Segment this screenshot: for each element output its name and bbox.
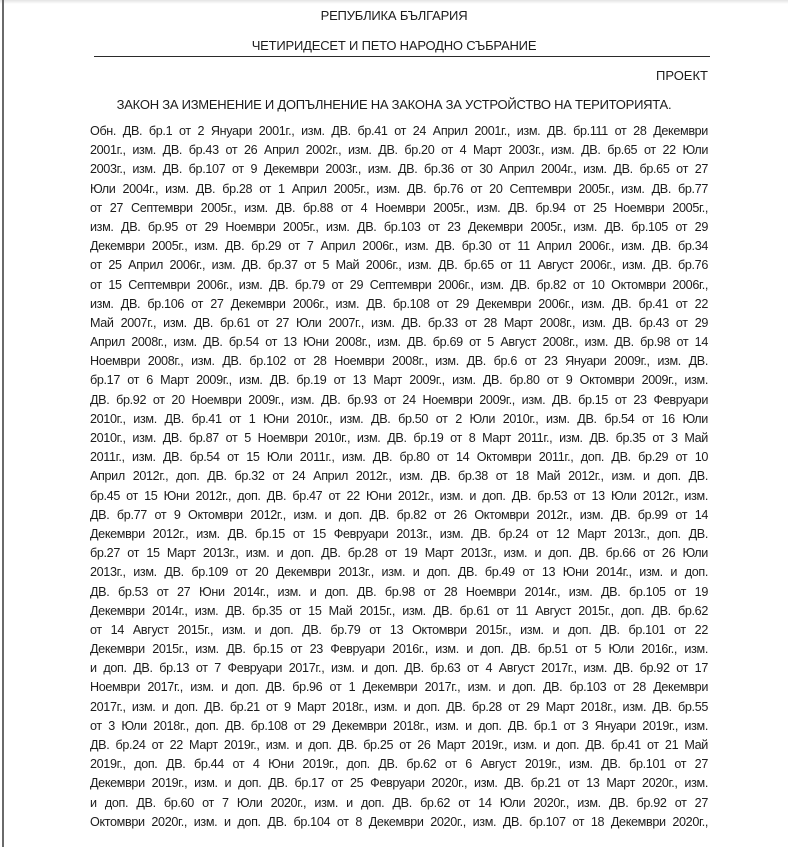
text-line: 2013г., изм. ДВ. бр.109 от 20 Декември 2013г., изм. и доп. ДВ. бр.49 от 13 Юни 2014г., изм. и доп.: [90, 565, 708, 580]
text-line: бр.27 от 15 Март 2013г., изм. и доп. ДВ. бр.28 от 19 Март 2013г., изм. и доп. ДВ. бр.66 от 26 Юли: [90, 546, 708, 561]
text-line: Ноември 2017г., изм. и доп. ДВ. бр.96 от 1 Декември 2017г., изм. и доп. ДВ. бр.103 от 28 Декември: [90, 680, 708, 695]
text-line: 2019г., доп. ДВ. бр.44 от 4 Юни 2019г., доп. ДВ. бр.62 от 6 Август 2019г., изм. ДВ. бр.101 от 27: [90, 757, 708, 772]
text-line: Юли 2004г., изм. ДВ. бр.28 от 1 Април 2005г., изм. ДВ. бр.76 от 20 Септември 2005г., изм. ДВ. бр.77: [90, 181, 708, 196]
text-line: Април 2008г., изм. ДВ. бр.54 от 13 Юни 2008г., изм. ДВ. бр.69 от 5 Август 2008г., изм. ДВ. бр.98 от 14: [90, 335, 708, 350]
text-line: ДВ. бр.53 от 27 Юни 2014г., изм. и доп. ДВ. бр.98 от 28 Ноември 2014г., изм. ДВ. бр.105 от 19: [90, 584, 708, 599]
text-line: 2003г., изм. ДВ. бр.107 от 9 Декември 2003г., изм. ДВ. бр.36 от 30 Април 2004г., изм. ДВ. бр.65 от 27: [90, 162, 708, 177]
text-line: от 15 Септември 2006г., изм. ДВ. бр.79 от 29 Септември 2006г., изм. ДВ. бр.82 от 10 Октомври 2006г.,: [90, 277, 708, 292]
text-line: 2010г., изм. ДВ. бр.41 от 1 Юни 2010г., изм. ДВ. бр.50 от 2 Юли 2010г., изм. ДВ. бр.54 от 16 Юли: [90, 411, 708, 426]
text-line: Декември 2015г., изм. ДВ. бр.15 от 23 Февруари 2016г., изм. и доп. ДВ. бр.51 от 5 Юли 2016г., изм.: [90, 642, 708, 657]
text-line: Декември 2005г., изм. ДВ. бр.29 от 7 Април 2006г., изм. ДВ. бр.30 от 11 Април 2006г., изм. ДВ. бр.34: [90, 239, 708, 254]
text-line: Ноември 2008г., изм. ДВ. бр.102 от 28 Ноември 2008г., изм. ДВ. бр.6 от 23 Януари 2009г., изм. ДВ.: [90, 354, 708, 369]
text-line: от 14 Август 2015г., изм. и доп. ДВ. бр.79 от 13 Октомври 2015г., изм. и доп. ДВ. бр.101 от 22: [90, 622, 708, 637]
text-line: ДВ. бр.24 от 22 Март 2019г., изм. и доп. ДВ. бр.25 от 26 Март 2019г., изм. и доп. ДВ. бр.41 от 21 Май: [90, 738, 708, 752]
text-line: Декември 2014г., изм. ДВ. бр.35 от 15 Май 2015г., изм. ДВ. бр.61 от 11 Август 2015г., доп. ДВ. бр.62: [90, 603, 708, 618]
text-line: изм. ДВ. бр.106 от 27 Декември 2006г., изм. ДВ. бр.108 от 29 Декември 2006г., изм. ДВ. бр.41 от 22: [90, 296, 708, 311]
text-line: изм. ДВ. бр.95 от 29 Ноември 2005г., изм. ДВ. бр.103 от 23 Декември 2005г., изм. ДВ. бр.105 от 29: [90, 219, 708, 234]
text-line: от 27 Септември 2005г., изм. ДВ. бр.88 от 4 Ноември 2005г., изм. ДВ. бр.94 от 25 Ноември 2005г.,: [90, 200, 708, 215]
text-line: бр.17 от 6 Март 2009г., изм. ДВ. бр.19 от 13 Март 2009г., изм. ДВ. бр.80 от 9 Октомври 2009г., изм.: [90, 373, 708, 388]
page-top-edge: [0, 0, 788, 4]
text-line: и доп. ДВ. бр.13 от 7 Февруари 2017г., изм. и доп. ДВ. бр.63 от 4 Август 2017г., изм. ДВ. бр.92 от 17: [90, 661, 708, 676]
text-line: от 25 Април 2006г., изм. ДВ. бр.37 от 5 Май 2006г., изм. ДВ. бр.65 от 11 Август 2006г., изм. ДВ. бр.76: [90, 258, 708, 273]
amendment-history-paragraph: [90, 122, 708, 832]
document-header-republic: РЕПУБЛИКА БЪЛГАРИЯ: [320, 8, 468, 23]
text-line: 2010г., изм. ДВ. бр.87 от 5 Ноември 2010г., изм. ДВ. бр.19 от 8 Март 2011г., изм. ДВ. бр.35 от 3 Май: [90, 431, 708, 445]
law-title: ЗАКОН ЗА ИЗМЕНЕНИЕ И ДОПЪЛНЕНИЕ НА ЗАКОНА ЗА УСТРОЙСТВО НА ТЕРИТОРИЯТА.: [116, 97, 672, 112]
text-line: и доп. ДВ. бр.60 от 7 Юли 2020г., изм. и доп. ДВ. бр.62 от 14 Юли 2020г., изм. ДВ. бр.92 от 27: [90, 795, 708, 810]
project-label: ПРОЕКТ: [655, 68, 708, 83]
text-line: Обн. ДВ. бр.1 от 2 Януари 2001г., изм. ДВ. бр.41 от 24 Април 2001г., изм. ДВ. бр.111 от 28 Декември: [90, 124, 708, 138]
text-line: от 3 Юли 2018г., доп. ДВ. бр.108 от 29 Декември 2018г., изм. и доп. ДВ. бр.1 от 3 Януари 2019г., изм.: [90, 718, 708, 733]
page-left-border: [2, 0, 4, 847]
header-divider: [94, 56, 710, 57]
text-line: 2011г., изм. ДВ. бр.54 от 15 Юли 2011г., изм. ДВ. бр.80 от 14 Октомври 2011г., доп. ДВ. бр.29 от 10: [90, 450, 708, 465]
text-line: Декември 2012г., изм. ДВ. бр.15 от 15 Февруари 2013г., изм. ДВ. бр.24 от 12 Март 2013г., доп. ДВ.: [90, 526, 708, 541]
text-line: 2001г., изм. ДВ. бр.43 от 26 Април 2002г., изм. ДВ. бр.20 от 4 Март 2003г., изм. ДВ. бр.65 от 22 Юли: [90, 143, 708, 158]
text-line: Декември 2019г., изм. и доп. ДВ. бр.17 от 25 Февруари 2020г., изм. ДВ. бр.21 от 13 Март 2020г., изм.: [90, 776, 708, 791]
text-line: ДВ. бр.92 от 20 Ноември 2009г., изм. ДВ. бр.93 от 24 Ноември 2009г., изм. ДВ. бр.15 от 23 Февруари: [90, 392, 708, 407]
document-header-assembly: ЧЕТИРИДЕСЕТ И ПЕТО НАРОДНО СЪБРАНИЕ: [251, 38, 537, 53]
text-line: 2017г., изм. и доп. ДВ. бр.21 от 9 Март 2018г., изм. и доп. ДВ. бр.28 от 29 Март 2018г., изм. ДВ. бр.55: [90, 699, 708, 714]
text-line: ДВ. бр.77 от 9 Октомври 2012г., изм. и доп. ДВ. бр.82 от 26 Октомври 2012г., изм. ДВ. бр.99 от 14: [90, 507, 708, 522]
text-line: бр.45 от 15 Юни 2012г., доп. ДВ. бр.47 от 22 Юни 2012г., изм. и доп. ДВ. бр.53 от 13 Юли 2012г., изм.: [90, 488, 708, 503]
text-line: Май 2007г., изм. ДВ. бр.61 от 27 Юли 2007г., изм. ДВ. бр.33 от 28 Март 2008г., изм. ДВ. бр.43 от 29: [90, 315, 708, 330]
text-line: Октомври 2020г., изм. и доп. ДВ. бр.104 от 8 Декември 2020г., изм. ДВ. бр.107 от 18 Декември 2020г.,: [90, 814, 708, 829]
text-line: Април 2012г., доп. ДВ. бр.32 от 24 Април 2012г., изм. ДВ. бр.38 от 18 Май 2012г., изм. и доп. ДВ.: [90, 469, 708, 484]
